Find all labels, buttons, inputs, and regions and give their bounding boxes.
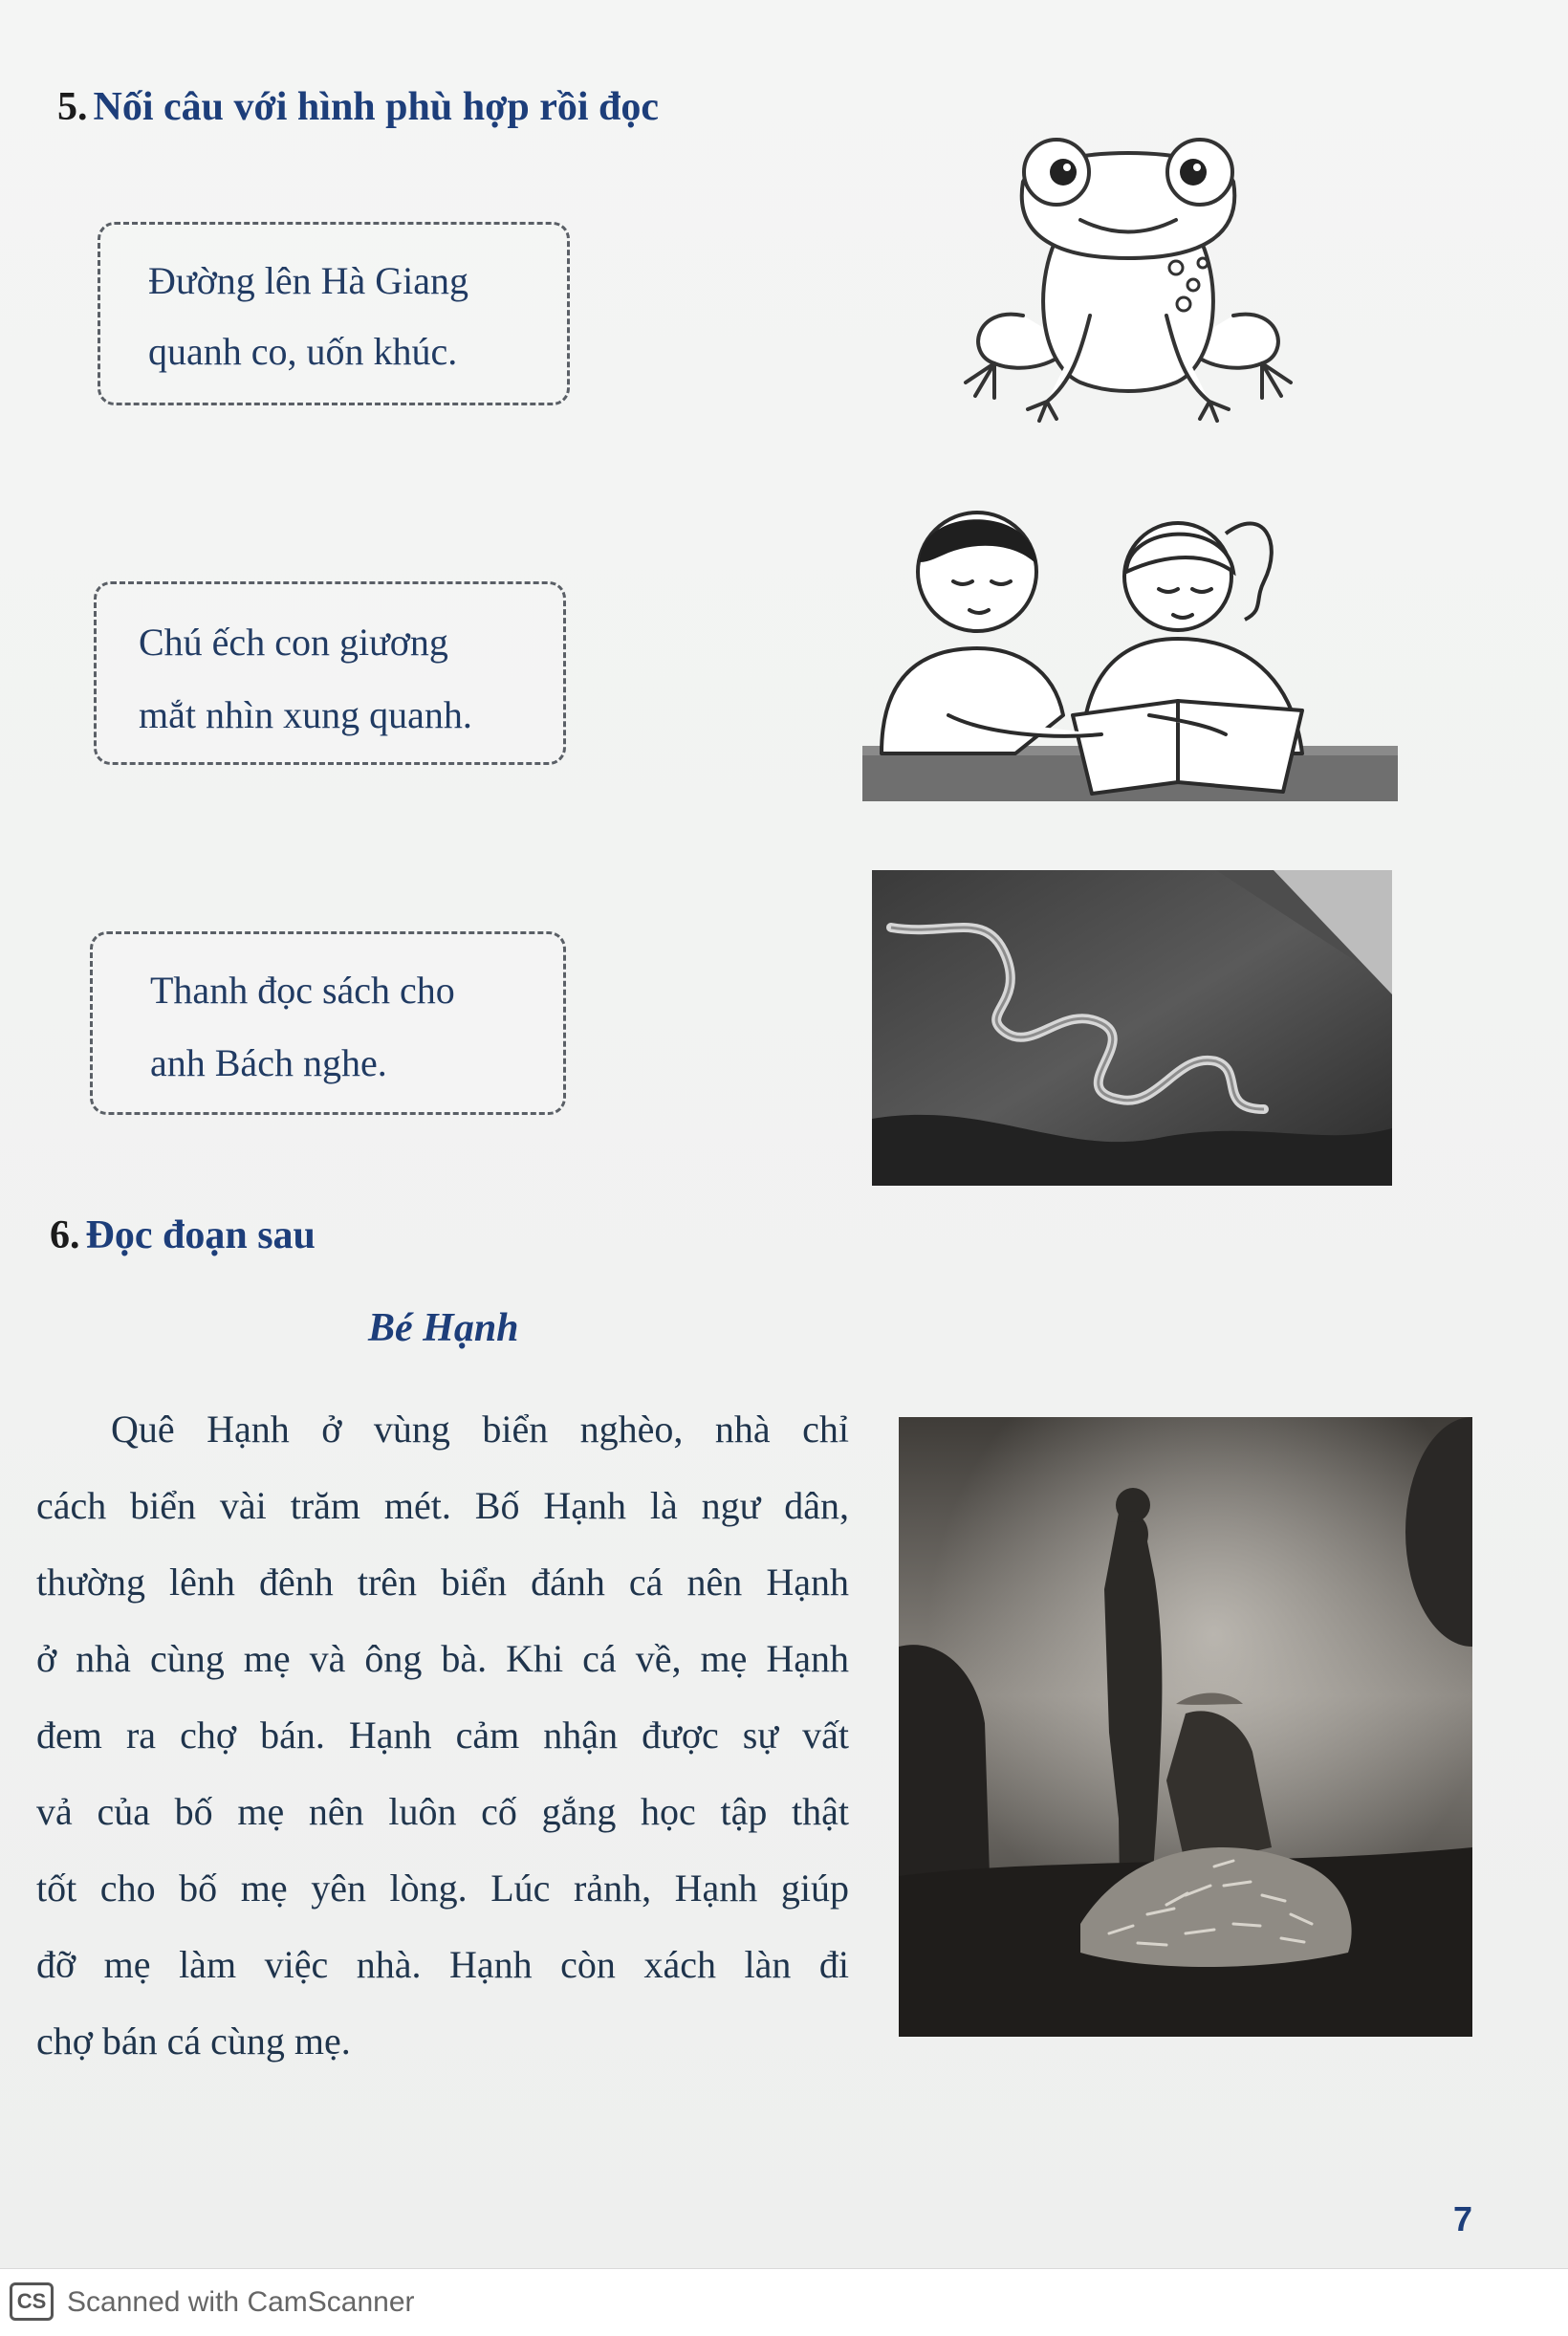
sentence-box-1[interactable] bbox=[98, 222, 570, 405]
frog-illustration[interactable] bbox=[956, 124, 1300, 440]
story-passage bbox=[36, 1391, 849, 2080]
sentence-box-2-line-1: Chú ếch con giương bbox=[139, 621, 448, 664]
passage-line: đem ra chợ bán. Hạnh cảm nhận được sự vất bbox=[36, 1714, 849, 1757]
sentence-box-2-line-2: mắt nhìn xung quanh. bbox=[139, 693, 472, 736]
sentence-box-3[interactable] bbox=[90, 931, 566, 1115]
sentence-box-1-line-1: Đường lên Hà Giang bbox=[148, 259, 468, 302]
page-number: 7 bbox=[1453, 2199, 1473, 2238]
scanner-footer bbox=[0, 2268, 1568, 2336]
passage-line: Quê Hạnh ở vùng biển nghèo, nhà chỉ bbox=[111, 1408, 849, 1451]
passage-line: thường lênh đênh trên biển đánh cá nên Hạnh bbox=[36, 1561, 849, 1604]
passage-line: vả của bố mẹ nên luôn cố gắng học tập thật bbox=[36, 1790, 849, 1833]
passage-line: cách biển vài trăm mét. Bố Hạnh là ngư dân, bbox=[36, 1484, 849, 1527]
sentence-box-1-line-2: quanh co, uốn khúc. bbox=[148, 330, 458, 373]
exercise-6-number: 6. bbox=[50, 1213, 80, 1257]
passage-line: ở nhà cùng mẹ và ông bà. Khi cá về, mẹ Hạnh bbox=[36, 1637, 849, 1680]
exercise-6-heading bbox=[50, 1212, 316, 1258]
exercise-5-heading bbox=[57, 84, 659, 130]
scanner-watermark-text: Scanned with CamScanner bbox=[67, 2286, 415, 2318]
sentence-box-3-line-2: anh Bách nghe. bbox=[150, 1041, 387, 1084]
sentence-box-2[interactable] bbox=[94, 581, 566, 765]
exercise-5-title: Nối câu với hình phù hợp rồi đọc bbox=[93, 85, 660, 129]
fishermen-photo[interactable] bbox=[899, 1417, 1472, 2037]
passage-line: đỡ mẹ làm việc nhà. Hạnh còn xách làn đi bbox=[36, 1943, 849, 1986]
exercise-6-title: Đọc đoạn sau bbox=[85, 1213, 316, 1257]
story-title: Bé Hạnh bbox=[368, 1306, 519, 1350]
passage-line: chợ bán cá cùng mẹ. bbox=[36, 2019, 351, 2063]
exercise-5-number: 5. bbox=[57, 85, 88, 129]
sentence-box-3-line-1: Thanh đọc sách cho bbox=[150, 969, 455, 1012]
mountain-road-photo[interactable] bbox=[872, 870, 1392, 1186]
camscanner-logo-icon: CS bbox=[10, 2282, 54, 2321]
passage-line: tốt cho bố mẹ yên lòng. Lúc rảnh, Hạnh giúp bbox=[36, 1867, 849, 1910]
children-reading-illustration[interactable] bbox=[862, 495, 1398, 801]
